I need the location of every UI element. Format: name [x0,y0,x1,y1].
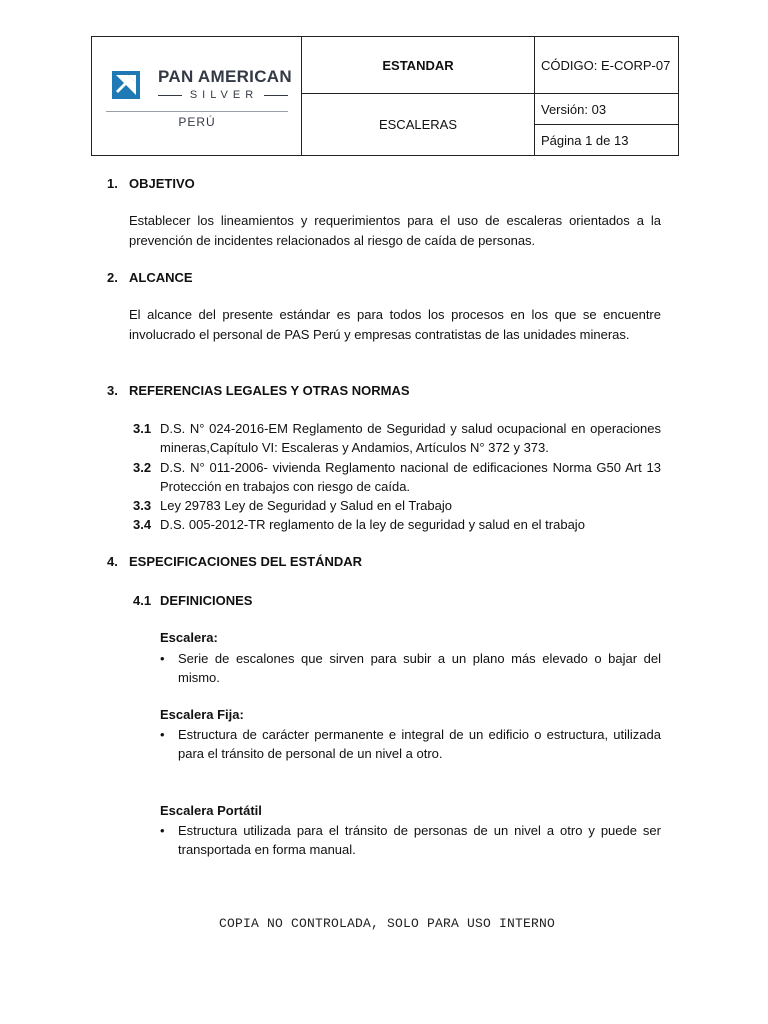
definition-term: Escalera: [160,630,218,645]
logo-company-name: PAN AMERICAN [158,67,292,86]
document-title: ESCALERAS [302,94,535,155]
definition-text: Estructura utilizada para el tránsito de personas de un nivel a otro y puede ser transportada en forma manual. [178,823,661,857]
reference-number: 3.4 [133,517,152,532]
definition-text: Estructura de carácter permanente e integral de un edificio o estructura, utilizada para el tránsito de personal de un nivel a otro. [178,727,661,761]
logo-silver-line [158,89,288,101]
definition-term: Escalera Fija: [160,707,244,722]
pan-american-logo-icon [108,67,144,103]
logo-divider [106,111,288,112]
logo-silver-text: SILVER [189,89,259,101]
reference-text: D.S. N° 011-2006- vivienda Reglamento nacional de edificaciones Norma G50 Art 13 Protección en trabajos con riesgo de caída. [160,460,661,494]
logo-cell [92,37,302,155]
definition-term: Escalera Portátil [160,803,262,818]
document-code: CÓDIGO: E-CORP-07 [535,37,678,94]
section-1-number: 1. [107,176,118,191]
section-2-title: ALCANCE [129,270,193,285]
subsection-number: 4.1 [133,593,152,608]
bullet-icon: • [160,727,165,742]
subsection-title: DEFINICIONES [160,593,253,608]
section-3-title: REFERENCIAS LEGALES Y OTRAS NORMAS [129,383,410,398]
section-2-text: El alcance del presente estándar es para todos los procesos en los que se encuentre involucrado el personal de PAS Perú y empresas contratistas de las unidades mineras. [129,307,661,342]
reference-number: 3.1 [133,421,152,436]
definition-text: Serie de escalones que sirven para subir a un plano más elevado o bajar del mismo. [178,651,661,685]
document-version: Versión: 03 [535,94,678,125]
reference-text: D.S. 005-2012-TR reglamento de la ley de seguridad y salud en el trabajo [160,517,585,532]
section-1-title: OBJETIVO [129,176,195,191]
document-header-table [91,36,679,156]
section-3-number: 3. [107,383,118,398]
section-2-number: 2. [107,270,118,285]
reference-text: Ley 29783 Ley de Seguridad y Salud en el Trabajo [160,498,452,513]
reference-text: D.S. N° 024-2016-EM Reglamento de Seguridad y salud ocupacional en operaciones mineras,Capítulo VI: Escaleras y Andamios, Artículos N° 372 y 373. [160,421,661,455]
section-4-title: ESPECIFICACIONES DEL ESTÁNDAR [129,554,363,569]
bullet-icon: • [160,823,165,838]
reference-number: 3.2 [133,460,152,475]
section-1-text: Establecer los lineamientos y requerimientos para el uso de escaleras orientados a la prevención de incidentes relacionados al riesgo de caída de personas. [129,213,661,248]
reference-number: 3.3 [133,498,152,513]
company-logo [106,65,292,145]
uncontrolled-copy-notice: COPIA NO CONTROLADA, SOLO PARA USO INTERNO [218,916,556,931]
logo-country: PERÚ [178,115,216,129]
page-number: Página 1 de 13 [541,132,629,148]
section-4-number: 4. [107,554,118,569]
document-type: ESTANDAR [302,37,535,94]
bullet-icon: • [160,651,165,666]
